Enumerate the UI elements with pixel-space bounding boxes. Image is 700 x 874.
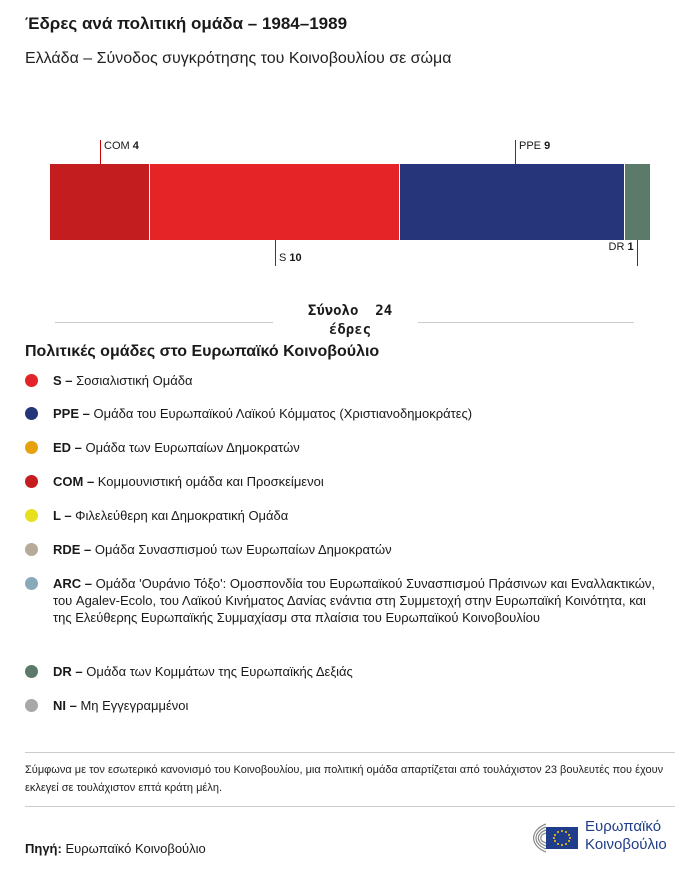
label-tick-s — [275, 240, 276, 266]
segment-label-ppe: PPE 9 — [519, 140, 551, 152]
legend-color-dot-icon — [25, 699, 38, 712]
segment-label-dr: DR 1 — [608, 241, 634, 253]
bar-segment-com — [50, 164, 149, 240]
parliament-emblem-icon — [513, 814, 583, 858]
source-line — [25, 841, 206, 856]
legend-color-dot-icon — [25, 577, 38, 590]
source-value: Ευρωπαϊκό Κοινοβούλιο — [65, 841, 206, 856]
bar-segment-dr — [625, 164, 650, 240]
total-divider-left — [55, 322, 273, 323]
note-divider-top — [25, 752, 675, 753]
legend-item-l — [25, 507, 665, 524]
stacked-bar-chart — [0, 130, 700, 280]
total-value: 24 — [375, 303, 393, 319]
total-unit: έδρες — [328, 322, 372, 338]
legend-color-dot-icon — [25, 509, 38, 522]
legend-item-arc — [25, 575, 665, 626]
logo-line-1: Ευρωπαϊκό — [585, 818, 662, 835]
legend-item-text: RDE – Ομάδα Συνασπισμού των Ευρωπαίων Δημοκρατών — [53, 542, 392, 557]
bar-segment-ppe — [400, 164, 624, 240]
label-tick-ppe — [515, 140, 516, 164]
european-parliament-logo — [513, 814, 683, 858]
segment-label-s: S 10 — [279, 252, 302, 264]
total-label: Σύνολο — [307, 303, 359, 319]
legend-item-ni — [25, 697, 665, 714]
legend-color-dot-icon — [25, 475, 38, 488]
label-tick-dr — [637, 240, 638, 266]
segment-label-com: COM 4 — [104, 140, 139, 152]
legend-color-dot-icon — [25, 543, 38, 556]
legend-item-dr — [25, 663, 665, 680]
legend-item-ppe — [25, 405, 665, 422]
legend-item-text: NI – Μη Εγγεγραμμένοι — [53, 698, 189, 713]
total-seats — [290, 302, 410, 340]
legend-item-text: COM – Κομμουνιστική ομάδα και Προσκείμενοι — [53, 474, 324, 489]
legend-item-text: S – Σοσιαλιστική Ομάδα — [53, 373, 193, 388]
label-tick-com — [100, 140, 101, 164]
logo-wordmark — [585, 818, 667, 854]
legend-title: Πολιτικές ομάδες στο Ευρωπαϊκό Κοινοβούλιο — [25, 343, 380, 360]
legend-item-s — [25, 372, 665, 389]
legend-item-text: PPE – Ομάδα του Ευρωπαϊκού Λαϊκού Κόμματος (Χριστιανοδημοκράτες) — [53, 406, 473, 421]
note-divider-bottom — [25, 806, 675, 807]
legend-item-text: ARC – Ομάδα 'Ουράνιο Τόξο': Ομοσπονδία του Ευρωπαϊκού Συνασπισμού Πράσινων και Εναλλακτικών, του Agalev-Ecolo, του Λαϊκού Κινήματος Δανίας ενάντια στη Συμμετοχή στην Ευρωπαϊκή Κοινότητα, και της Ελεύθερης Ευρωπαϊκής Συμμαχίασμ στα πλαίσια του Ευρωπαϊκού Κοινοβουλίου — [53, 576, 655, 625]
legend-item-ed — [25, 439, 665, 456]
legend-item-text: L – Φιλελεύθερη και Δημοκρατική Ομάδα — [53, 508, 289, 523]
chart-title: Έδρες ανά πολιτική ομάδα – 1984–1989 — [25, 14, 348, 33]
legend-item-com — [25, 473, 665, 490]
legend-color-dot-icon — [25, 665, 38, 678]
legend-color-dot-icon — [25, 374, 38, 387]
legend-item-text: DR – Ομάδα των Κομμάτων της Ευρωπαϊκής Δεξιάς — [53, 664, 353, 679]
total-divider-right — [418, 322, 634, 323]
logo-line-2: Κοινοβούλιο — [585, 836, 667, 853]
footnote: Σύμφωνα με τον εσωτερικό κανονισμό του Κοινοβουλίου, μια πολιτική ομάδα απαρτίζεται από τουλάχιστον 23 βουλευτές που έχουν εκλεγεί σε τουλάχιστον επτά κράτη μέλη. — [25, 764, 664, 794]
source-label: Πηγή: — [25, 841, 62, 856]
legend-item-text: ED – Ομάδα των Ευρωπαίων Δημοκρατών — [53, 440, 300, 455]
chart-subtitle: Ελλάδα – Σύνοδος συγκρότησης του Κοινοβουλίου σε σώμα — [25, 50, 452, 67]
bar-segment-s — [150, 164, 399, 240]
legend-color-dot-icon — [25, 407, 38, 420]
legend-color-dot-icon — [25, 441, 38, 454]
legend-item-rde — [25, 541, 665, 558]
